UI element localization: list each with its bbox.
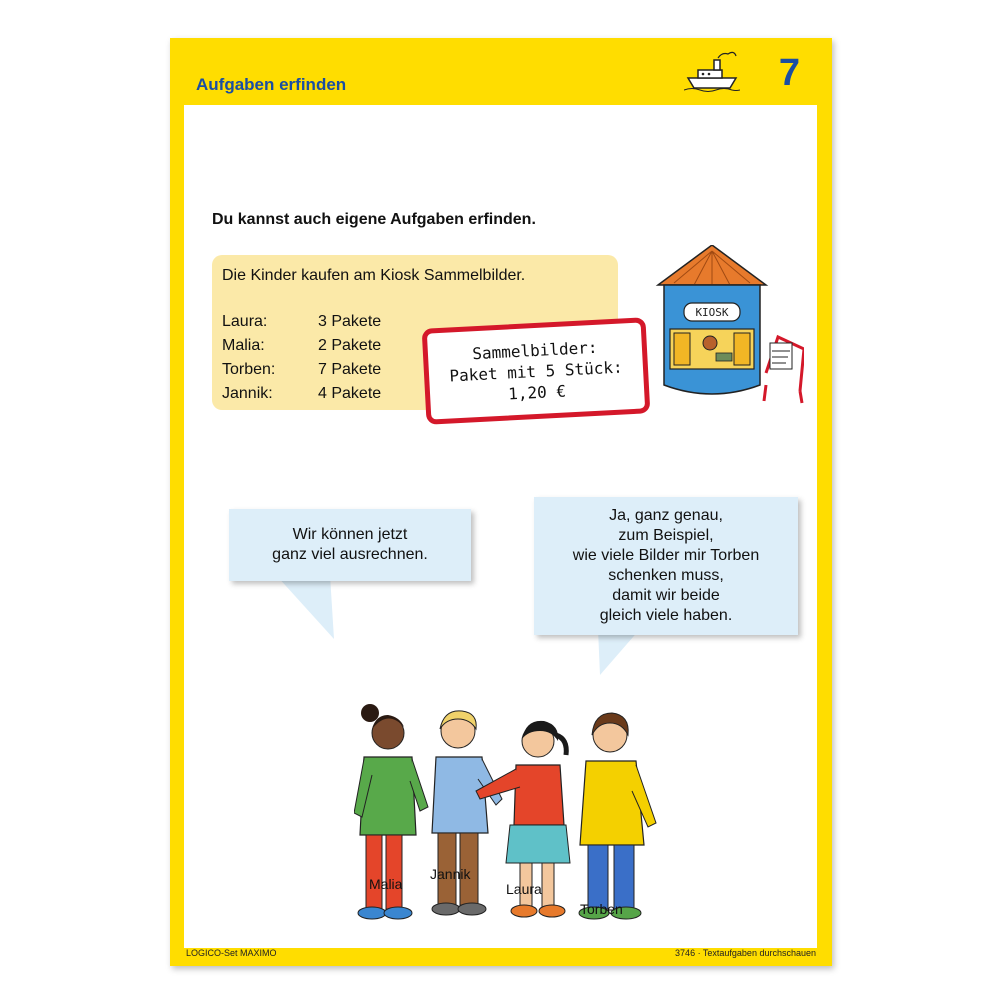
- kiosk-label: KIOSK: [695, 306, 729, 319]
- price-sign: [422, 317, 651, 425]
- speech-bubble-tail: [584, 629, 644, 679]
- bubble-line: Wir können jetzt: [292, 526, 408, 543]
- purchase-amount: 4 Pakete: [318, 385, 382, 402]
- speech-bubble-right: [534, 497, 798, 635]
- card-number: 7: [778, 52, 800, 94]
- purchase-row: [222, 337, 381, 355]
- purchase-amount: 7 Pakete: [318, 361, 382, 378]
- kiosk-icon: [654, 245, 804, 415]
- purchase-name: Laura:: [222, 313, 268, 330]
- purchase-amount: 3 Pakete: [318, 313, 382, 330]
- purchase-row: [222, 385, 381, 403]
- purchase-name: Malia:: [222, 337, 265, 354]
- name-label-malia: Malia: [369, 876, 403, 892]
- purchase-row: [222, 361, 381, 379]
- footer-right: 3746 · Textaufgaben durchschauen: [675, 948, 816, 958]
- child-jannik: [432, 711, 502, 915]
- bubble-line: damit wir beide: [612, 587, 720, 604]
- purchase-amount: 2 Pakete: [318, 337, 382, 354]
- price-sign-line: Paket mit 5 Stück:: [448, 356, 624, 386]
- bubble-line: zum Beispiel,: [618, 527, 714, 544]
- bubble-line: Ja, ganz genau,: [609, 507, 723, 524]
- child-torben: [579, 713, 656, 919]
- bubble-line: schenken muss,: [608, 567, 724, 584]
- exercise-card: [170, 38, 832, 966]
- purchase-name: Torben:: [222, 361, 276, 378]
- purchase-row: [222, 313, 381, 331]
- card-content: [184, 105, 817, 948]
- ship-icon: [684, 48, 740, 92]
- speech-bubble-tail: [276, 575, 346, 645]
- name-label-torben: Torben: [580, 901, 623, 917]
- footer-left: LOGICO-Set MAXIMO: [186, 948, 277, 958]
- bubble-line: gleich viele haben.: [599, 607, 733, 624]
- name-label-jannik: Jannik: [430, 866, 471, 882]
- intro-text: Du kannst auch eigene Aufgaben erfinden.: [212, 211, 536, 228]
- price-sign-line: Sammelbilder:: [471, 337, 598, 363]
- info-title: Die Kinder kaufen am Kiosk Sammelbilder.: [222, 267, 526, 284]
- card-title: Aufgaben erfinden: [196, 75, 347, 94]
- price-sign-line: 1,20 €: [507, 380, 567, 403]
- speech-bubble-left: [229, 509, 471, 581]
- bubble-line: ganz viel ausrechnen.: [272, 546, 428, 563]
- name-label-laura: Laura: [506, 881, 542, 897]
- bubble-line: wie viele Bilder mir Torben: [572, 547, 760, 564]
- purchase-name: Jannik:: [222, 385, 273, 402]
